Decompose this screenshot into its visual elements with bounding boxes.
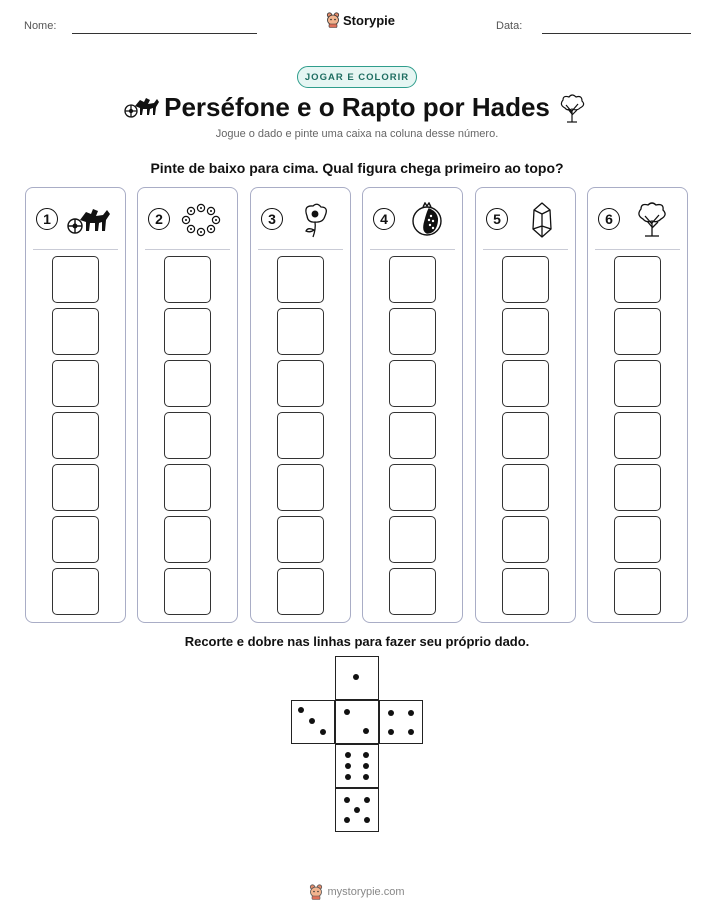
column-5 <box>475 187 576 623</box>
color-box[interactable] <box>389 516 436 563</box>
column-divider <box>258 249 343 250</box>
die-pip <box>344 709 350 715</box>
color-box[interactable] <box>389 308 436 355</box>
color-box[interactable] <box>614 256 661 303</box>
die-pip <box>345 752 351 758</box>
color-box[interactable] <box>389 412 436 459</box>
die-pip <box>344 817 350 823</box>
column-divider <box>595 249 680 250</box>
color-box[interactable] <box>52 516 99 563</box>
name-line <box>72 33 257 34</box>
die-face-2 <box>335 700 379 744</box>
color-box[interactable] <box>52 256 99 303</box>
color-box[interactable] <box>277 360 324 407</box>
column-number: 1 <box>36 208 58 230</box>
column-4 <box>362 187 463 623</box>
die-pip <box>363 763 369 769</box>
color-box[interactable] <box>389 568 436 615</box>
game-instruction: Pinte de baixo para cima. Qual figura chega primeiro ao topo? <box>150 160 564 176</box>
color-box[interactable] <box>277 464 324 511</box>
tree-icon <box>628 202 674 238</box>
column-2 <box>137 187 238 623</box>
subtitle: Jogue o dado e pinte uma caixa na coluna desse número. <box>215 128 499 140</box>
color-box[interactable] <box>164 360 211 407</box>
column-number: 2 <box>148 208 170 230</box>
date-line <box>542 33 691 34</box>
die-pip <box>408 729 414 735</box>
die-face-6 <box>335 744 379 788</box>
die-face-1 <box>335 656 379 700</box>
activity-badge: JOGAR E COLORIR <box>297 66 417 88</box>
brand-name: Storypie <box>343 12 396 28</box>
color-box[interactable] <box>164 412 211 459</box>
poppy-icon <box>291 202 337 238</box>
storypie-mascot-icon <box>309 884 323 900</box>
column-divider <box>145 249 230 250</box>
column-divider <box>370 249 455 250</box>
brand-logo <box>326 12 395 28</box>
crystal-icon <box>516 202 562 238</box>
die-face-4 <box>379 700 423 744</box>
name-label: Nome: <box>24 20 57 32</box>
color-box[interactable] <box>164 256 211 303</box>
color-box[interactable] <box>502 412 549 459</box>
color-box[interactable] <box>277 308 324 355</box>
color-box[interactable] <box>164 568 211 615</box>
cut-instruction: Recorte e dobre nas linhas para fazer seu próprio dado. <box>184 634 530 649</box>
die-pip <box>345 774 351 780</box>
color-box[interactable] <box>614 464 661 511</box>
die-pip <box>364 817 370 823</box>
color-box[interactable] <box>502 256 549 303</box>
color-box[interactable] <box>614 568 661 615</box>
tree-icon <box>557 94 587 124</box>
column-number: 6 <box>598 208 620 230</box>
color-box[interactable] <box>389 256 436 303</box>
column-divider <box>483 249 568 250</box>
chariot-icon <box>66 202 112 238</box>
die-pip <box>344 797 350 803</box>
footer <box>0 884 714 900</box>
color-box[interactable] <box>52 412 99 459</box>
color-box[interactable] <box>164 464 211 511</box>
color-box[interactable] <box>52 464 99 511</box>
die-pip <box>345 763 351 769</box>
footer-url: mystorypie.com <box>327 886 405 898</box>
color-box[interactable] <box>614 360 661 407</box>
color-box[interactable] <box>502 308 549 355</box>
color-box[interactable] <box>277 256 324 303</box>
color-box[interactable] <box>164 516 211 563</box>
die-pip <box>408 710 414 716</box>
die-pip <box>363 728 369 734</box>
column-6 <box>587 187 688 623</box>
color-box[interactable] <box>52 568 99 615</box>
die-pip <box>309 718 315 724</box>
pomegranate-icon <box>403 202 449 238</box>
die-pip <box>298 707 304 713</box>
color-box[interactable] <box>614 412 661 459</box>
die-pip <box>353 674 359 680</box>
column-number: 4 <box>373 208 395 230</box>
column-divider <box>33 249 118 250</box>
color-box[interactable] <box>614 308 661 355</box>
column-1 <box>25 187 126 623</box>
color-box[interactable] <box>164 308 211 355</box>
color-box[interactable] <box>389 464 436 511</box>
date-label: Data: <box>496 20 523 32</box>
column-number: 3 <box>261 208 283 230</box>
column-number: 5 <box>486 208 508 230</box>
storypie-mascot-icon <box>326 12 340 28</box>
color-box[interactable] <box>614 516 661 563</box>
color-box[interactable] <box>502 360 549 407</box>
die-face-3 <box>291 700 335 744</box>
color-box[interactable] <box>502 568 549 615</box>
die-pip <box>363 752 369 758</box>
die-pip <box>354 807 360 813</box>
column-3 <box>250 187 351 623</box>
flower-wreath-icon <box>178 202 224 238</box>
color-box[interactable] <box>52 360 99 407</box>
die-pip <box>388 710 394 716</box>
color-box[interactable] <box>52 308 99 355</box>
die-face-5 <box>335 788 379 832</box>
page-title: Perséfone e o Rapto por Hades <box>164 92 550 122</box>
color-box[interactable] <box>277 516 324 563</box>
die-pip <box>363 774 369 780</box>
color-box[interactable] <box>389 360 436 407</box>
die-pip <box>388 729 394 735</box>
color-box[interactable] <box>502 464 549 511</box>
die-pip <box>320 729 326 735</box>
color-box[interactable] <box>502 516 549 563</box>
die-pip <box>364 797 370 803</box>
color-box[interactable] <box>277 568 324 615</box>
color-box[interactable] <box>277 412 324 459</box>
